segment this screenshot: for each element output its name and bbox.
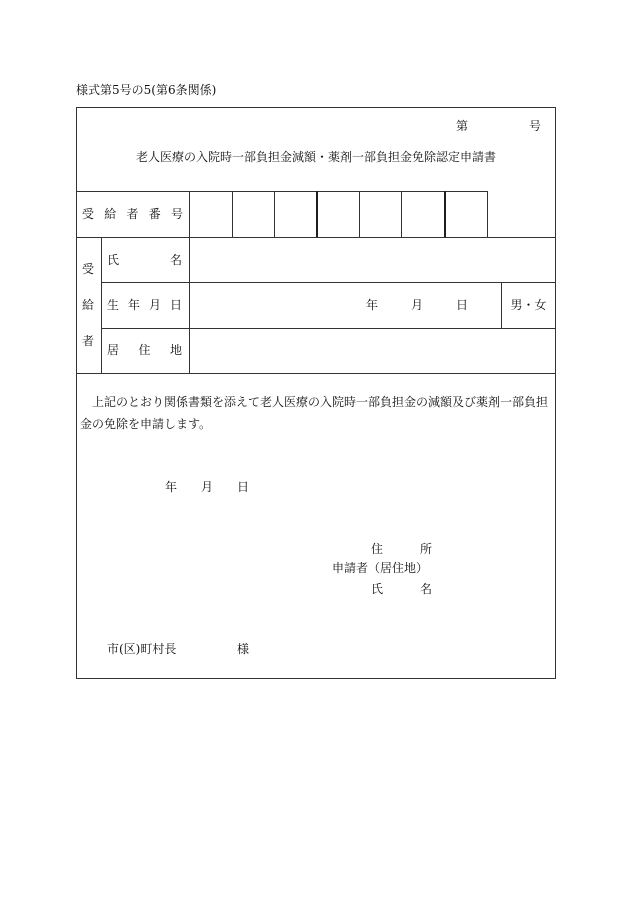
- recipient-number-digit-cell: [444, 191, 488, 237]
- table-divider: [101, 237, 102, 374]
- form-title: 老人医療の入院時一部負担金減額・薬剤一部負担金免除認定申請書: [135, 150, 496, 164]
- recipient-name-value-cell: [190, 238, 555, 282]
- recipient-number-digit-cell: [189, 191, 232, 237]
- applicant-role-note: （居住地）: [368, 561, 429, 575]
- form-number: 様式第5号の5(第6条関係): [76, 83, 217, 97]
- applicant-role-label: 申請者: [332, 561, 369, 575]
- recipient-address-label: 居住地: [107, 343, 182, 357]
- recipient-number-digit-cell: [316, 191, 359, 237]
- recipient-group-label: 受給者: [81, 262, 94, 348]
- recipient-number-digit-cell: [359, 191, 401, 237]
- recipient-birthdate-label: 生年月日: [107, 298, 182, 312]
- recipient-sex-cell: [502, 283, 555, 328]
- declaration-line: 金の免除を申請します。: [80, 417, 212, 431]
- table-divider: [76, 373, 556, 374]
- recipient-number-digit-cell: [232, 191, 274, 237]
- applicant-name-label: 氏名: [371, 582, 432, 596]
- document-number-blank: [470, 114, 525, 138]
- addressee-honorific: 様: [237, 642, 250, 656]
- recipient-address-value-cell: [190, 329, 555, 373]
- recipient-number-label: 受給者番号: [82, 207, 183, 221]
- declaration-line: 上記のとおり関係書類を添えて老人医療の入院時一部負担金の減額及び薬剤一部負担: [92, 395, 549, 409]
- recipient-name-label: 氏名: [107, 253, 182, 267]
- document-number-suffix: 号: [529, 119, 542, 133]
- addressee-office: 市(区)町村長: [107, 642, 177, 656]
- application-date-units: 年月日: [165, 480, 249, 494]
- sex-options: 男・女: [510, 298, 547, 312]
- applicant-address-label: 住所: [371, 542, 432, 556]
- birthdate-units: 年月日: [366, 298, 468, 312]
- document-number-prefix: 第: [456, 119, 469, 133]
- recipient-number-digit-cell: [401, 191, 444, 237]
- recipient-birthdate-value-cell: [190, 283, 501, 328]
- recipient-number-digit-cell: [274, 191, 316, 237]
